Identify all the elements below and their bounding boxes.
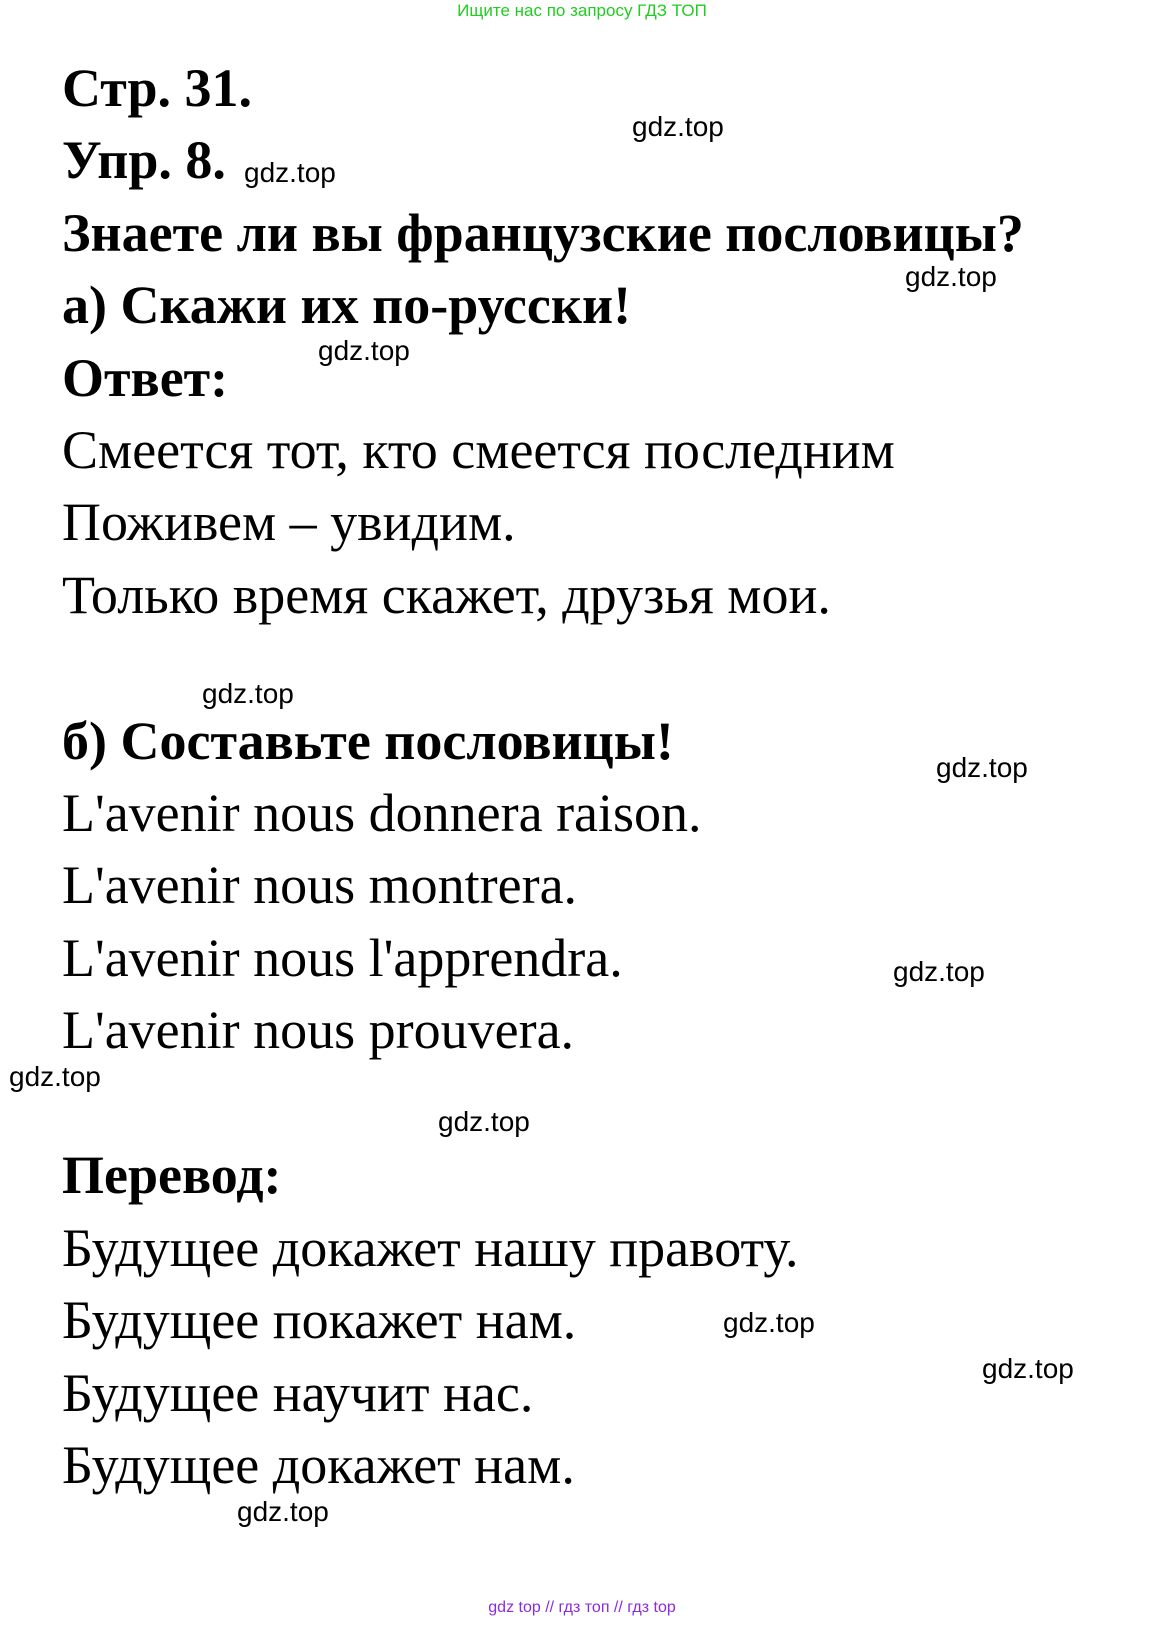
watermark: gdz.top: [237, 1496, 329, 1527]
watermark: gdz.top: [982, 1353, 1074, 1384]
watermark: gdz.top: [632, 111, 724, 142]
watermark: gdz.top: [936, 752, 1028, 783]
watermark: gdz.top: [723, 1307, 815, 1338]
french-line: L'avenir nous prouvera.: [62, 1000, 575, 1060]
answer-line: Только время скажет, друзья мои.: [62, 565, 831, 625]
french-line: L'avenir nous donnera raison.: [62, 783, 702, 843]
answer-label: Ответ:: [62, 348, 229, 408]
watermark: gdz.top: [202, 678, 294, 709]
watermark: gdz.top: [893, 956, 985, 987]
question-heading: Знаете ли вы французские пословицы?: [62, 203, 1024, 263]
translation-line: Будущее докажет нашу правоту.: [62, 1218, 799, 1278]
part-a-title: а) Скажи их по-русски!: [62, 275, 632, 335]
translation-line: Будущее покажет нам.: [62, 1290, 577, 1350]
footer-links[interactable]: gdz top // гдз топ // гдз top: [488, 1599, 676, 1616]
watermark: gdz.top: [318, 335, 410, 366]
page-number: Стр. 31.: [62, 58, 253, 118]
top-banner: Ищите нас по запросу ГДЗ ТОП: [457, 1, 707, 20]
watermark: gdz.top: [244, 157, 336, 188]
answer-line: Поживем – увидим.: [62, 492, 516, 552]
translation-line: Будущее докажет нам.: [62, 1435, 575, 1495]
french-line: L'avenir nous l'apprendra.: [62, 928, 623, 988]
watermark: gdz.top: [905, 261, 997, 292]
answer-line: Смеется тот, кто смеется последним: [62, 420, 895, 480]
translation-line: Будущее научит нас.: [62, 1363, 534, 1423]
translation-label: Перевод:: [62, 1145, 282, 1205]
watermark: gdz.top: [9, 1061, 101, 1092]
french-line: L'avenir nous montrera.: [62, 855, 578, 915]
part-b-title: б) Составьте пословицы!: [62, 711, 674, 771]
exercise-number: Упр. 8.: [62, 130, 226, 190]
watermark: gdz.top: [438, 1106, 530, 1137]
